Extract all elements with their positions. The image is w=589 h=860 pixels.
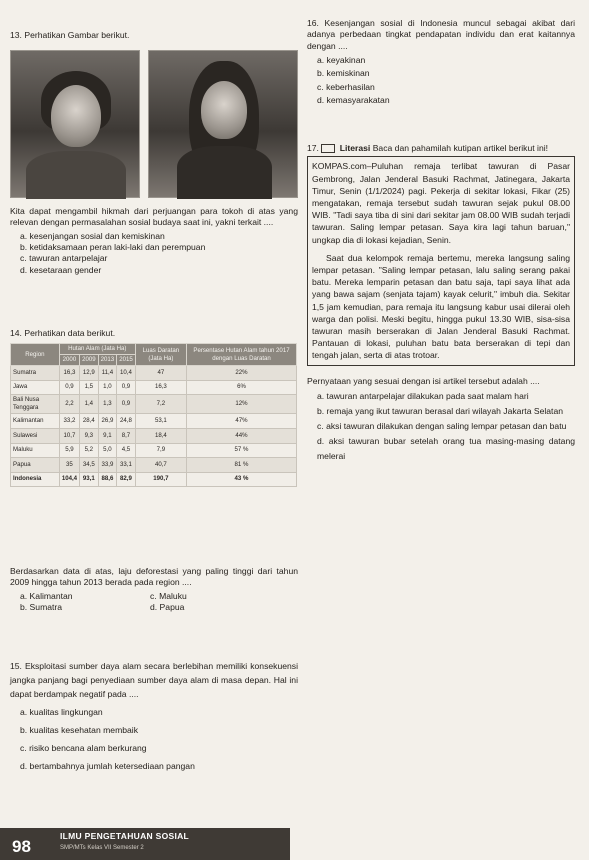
q17-option-a[interactable]: a. tawuran antarpelajar dilakukan pada saat malam hari bbox=[317, 390, 529, 401]
cell: 22% bbox=[187, 366, 297, 381]
cell: 16,3 bbox=[135, 380, 186, 395]
cell: 10,4 bbox=[117, 366, 136, 381]
cell: 9,3 bbox=[80, 428, 99, 443]
cell: 6% bbox=[187, 380, 297, 395]
cell: 12% bbox=[187, 395, 297, 414]
q17-option-d[interactable]: d. aksi tawuran bubar setelah orang tua masing-masing datang melerai bbox=[317, 436, 575, 462]
book-icon bbox=[321, 144, 335, 153]
q14-body bbox=[10, 566, 298, 613]
table-row bbox=[11, 366, 297, 381]
cell: 1,4 bbox=[80, 395, 99, 414]
cell: 43 % bbox=[187, 472, 297, 487]
q14-options-row-2 bbox=[10, 602, 298, 613]
question-15 bbox=[10, 660, 298, 775]
cell: 1,3 bbox=[98, 395, 117, 414]
th-region: Region bbox=[11, 344, 60, 366]
q17-option-c[interactable]: c. aksi tawuran dilakukan dengan saling lempar petasan dan batu bbox=[317, 421, 567, 431]
cell: 53,1 bbox=[135, 414, 186, 429]
q17-stem: Pernyataan yang sesuai dengan isi artikel tersebut adalah .... bbox=[307, 375, 540, 386]
portrait-photo-1 bbox=[10, 50, 140, 198]
table-row bbox=[11, 428, 297, 443]
q16-option-a[interactable]: a. keyakinan bbox=[317, 55, 366, 66]
cell: 88,6 bbox=[98, 472, 117, 487]
question-17 bbox=[307, 143, 575, 464]
q15-option-d[interactable]: d. bertambahnya jumlah ketersediaan pangan bbox=[20, 761, 195, 772]
cell: 0,9 bbox=[59, 380, 79, 395]
q14-stem: Berdasarkan data di atas, laju deforestasi yang paling tinggi dari tahun 2009 hingga tahun 2013 berada pada region .... bbox=[10, 566, 298, 588]
cell: 28,4 bbox=[80, 414, 99, 429]
q13-body bbox=[10, 206, 298, 276]
cell: Maluku bbox=[11, 443, 60, 458]
cell: 34,5 bbox=[80, 458, 99, 473]
cell: 0,9 bbox=[117, 395, 136, 414]
table-row bbox=[11, 458, 297, 473]
deforestation-table bbox=[10, 343, 297, 487]
q17-number: 17. bbox=[307, 143, 319, 153]
cell: Sulawesi bbox=[11, 428, 60, 443]
th-2000: 2000 bbox=[59, 355, 79, 366]
table-row bbox=[11, 443, 297, 458]
q15-option-b[interactable]: b. kualitas kesehatan membaik bbox=[20, 725, 138, 736]
cell: 33,1 bbox=[117, 458, 136, 473]
cell: 33,9 bbox=[98, 458, 117, 473]
table-row bbox=[11, 472, 297, 487]
question-13 bbox=[10, 30, 298, 41]
cell: 18,4 bbox=[135, 428, 186, 443]
q14-option-d[interactable]: d. Papua bbox=[150, 602, 185, 613]
q13-option-d[interactable]: d. kesetaraan gender bbox=[20, 264, 102, 275]
q14-option-c[interactable]: c. Maluku bbox=[150, 590, 187, 601]
cell: Kalimantan bbox=[11, 414, 60, 429]
cell: 33,2 bbox=[59, 414, 79, 429]
cell: 190,7 bbox=[135, 472, 186, 487]
cell: 11,4 bbox=[98, 366, 117, 381]
th-2009: 2009 bbox=[80, 355, 99, 366]
th-forest: Hutan Alam (Jata Ha) bbox=[59, 344, 135, 355]
q13-title: 13. Perhatikan Gambar berikut. bbox=[10, 30, 130, 40]
cell: 81 % bbox=[187, 458, 297, 473]
th-percent: Persentase Hutan Alam tahun 2017 dengan Luas Daratan bbox=[187, 344, 297, 366]
cell: Papua bbox=[11, 458, 60, 473]
cell: Bali Nusa Tenggara bbox=[11, 395, 60, 414]
q15-stem: 15. Eksploitasi sumber daya alam secara berlebihan memiliki konsekuensi jangka panjang bagi penyediaan sumber daya alam di masa depan. Hal ini dapat berdampak negatif pada .... bbox=[10, 661, 298, 699]
cell: 47% bbox=[187, 414, 297, 429]
cell: 5,9 bbox=[59, 443, 79, 458]
cell: 57 % bbox=[187, 443, 297, 458]
cell: 5,0 bbox=[98, 443, 117, 458]
cell: 24,8 bbox=[117, 414, 136, 429]
cell: 35 bbox=[59, 458, 79, 473]
cell: 16,3 bbox=[59, 366, 79, 381]
q14-title: 14. Perhatikan data berikut. bbox=[10, 328, 116, 338]
cell: Sumatra bbox=[11, 366, 60, 381]
q14-option-a[interactable]: a. Kalimantan bbox=[20, 590, 73, 601]
footer-level: SMP/MTs Kelas VII Semester 2 bbox=[60, 845, 144, 851]
q16-option-d[interactable]: d. kemasyarakatan bbox=[317, 94, 390, 105]
q13-stem: Kita dapat mengambil hikmah dari perjuangan para tokoh di atas yang relevan dengan permasalahan sosial budaya saat ini, yakni terkait .... bbox=[10, 206, 298, 228]
cell: 10,7 bbox=[59, 428, 79, 443]
cell: 7,9 bbox=[135, 443, 186, 458]
q17-intro: Baca dan pahamilah kutipan artikel berikut ini! bbox=[372, 143, 549, 153]
cell: 104,4 bbox=[59, 472, 79, 487]
cell: Jawa bbox=[11, 380, 60, 395]
q16-option-b[interactable]: b. kemiskinan bbox=[317, 68, 370, 79]
th-area: Luas Daratan (Jata Ha) bbox=[135, 344, 186, 366]
q14-options-row-1 bbox=[10, 591, 298, 602]
q14-option-b[interactable]: b. Sumatra bbox=[20, 602, 63, 613]
cell: 44% bbox=[187, 428, 297, 443]
q17-header bbox=[307, 143, 575, 154]
cell: 82,9 bbox=[117, 472, 136, 487]
cell: 9,1 bbox=[98, 428, 117, 443]
q15-option-c[interactable]: c. risiko bencana alam berkurang bbox=[20, 743, 147, 754]
cell: 8,7 bbox=[117, 428, 136, 443]
cell: Indonesia bbox=[11, 472, 60, 487]
cell: 26,9 bbox=[98, 414, 117, 429]
article-paragraph-2: Saat dua kelompok remaja bertemu, mereka langsung saling lempar petasan. "Saling lempar petasan, lalu saling serang pakai batu. Mereka lemparin petasan dan batu saja, tapi saya lihat ada yang bawa sajam (senjata tajam) kayak celurit," imbuh dia. Sekitar 1,5 jam kemudian, para remaja itu langsung kabur usai dilerai oleh warga dan polisi. Meski begitu, hingga pukul 13.30 WIB, sisa-sisa tawuran masih berserakan di Jalan Jenderal Basuki Rachmat. Pantauan di lokasi, puluhan batu bata berserakan di tepi dan tengah jalan, serta di atas trotoar. bbox=[312, 252, 570, 361]
q16-option-c[interactable]: c. keberhasilan bbox=[317, 81, 375, 92]
q13-option-a[interactable]: a. kesenjangan sosial dan kemiskinan bbox=[20, 230, 165, 241]
cell: 2,2 bbox=[59, 395, 79, 414]
cell: 4,5 bbox=[117, 443, 136, 458]
q13-option-c[interactable]: c. tawuran antarpelajar bbox=[20, 253, 108, 264]
portrait-photo-2 bbox=[148, 50, 298, 198]
q16-stem: 16. Kesenjangan sosial di Indonesia muncul sebagai akibat dari adanya perbedaan tingkat pendapatan individu dan erat kaitannya dengan .... bbox=[307, 18, 575, 51]
page-number: 98 bbox=[12, 837, 31, 856]
question-16 bbox=[307, 18, 575, 107]
cell: 7,2 bbox=[135, 395, 186, 414]
q15-option-a[interactable]: a. kualitas lingkungan bbox=[20, 707, 103, 718]
q13-option-b[interactable]: b. ketidaksamaan peran laki-laki dan perempuan bbox=[20, 242, 206, 253]
cell: 40,7 bbox=[135, 458, 186, 473]
cell: 1,0 bbox=[98, 380, 117, 395]
article-box bbox=[307, 156, 575, 365]
table-row bbox=[11, 414, 297, 429]
cell: 12,9 bbox=[80, 366, 99, 381]
table-row bbox=[11, 395, 297, 414]
q14-title-wrap bbox=[10, 328, 298, 339]
cell: 1,5 bbox=[80, 380, 99, 395]
q17-literasi-label: Literasi bbox=[339, 143, 371, 153]
table-row bbox=[11, 380, 297, 395]
cell: 5,2 bbox=[80, 443, 99, 458]
th-2015: 2015 bbox=[117, 355, 136, 366]
q17-option-b[interactable]: b. remaja yang ikut tawuran berasal dari wilayah Jakarta Selatan bbox=[317, 405, 564, 416]
cell: 93,1 bbox=[80, 472, 99, 487]
cell: 47 bbox=[135, 366, 186, 381]
article-paragraph-1: KOMPAS.com–Puluhan remaja terlibat tawuran di Pasar Gembrong, Jalan Jenderal Basuki Rachmat, Jatinegara, Jakarta Timur, Senin (1/1/2024) pagi. Pekerja di sekitar lokasi, Fikar (25) mengatakan, remaja tersebut sudah tawuran sejak pukul 08.00 WIB. "Tadi saya tiba di sini dari sekitar jam 08.00 WIB sudah terjadi tawuran. Saling lempar petasan. Saya kira lagi tahun baruan," ungkap dia di lokasi kejadian, Senin. bbox=[312, 161, 570, 245]
footer-subject: ILMU PENGETAHUAN SOSIAL bbox=[60, 831, 190, 841]
th-2013: 2013 bbox=[98, 355, 117, 366]
cell: 0,9 bbox=[117, 380, 136, 395]
